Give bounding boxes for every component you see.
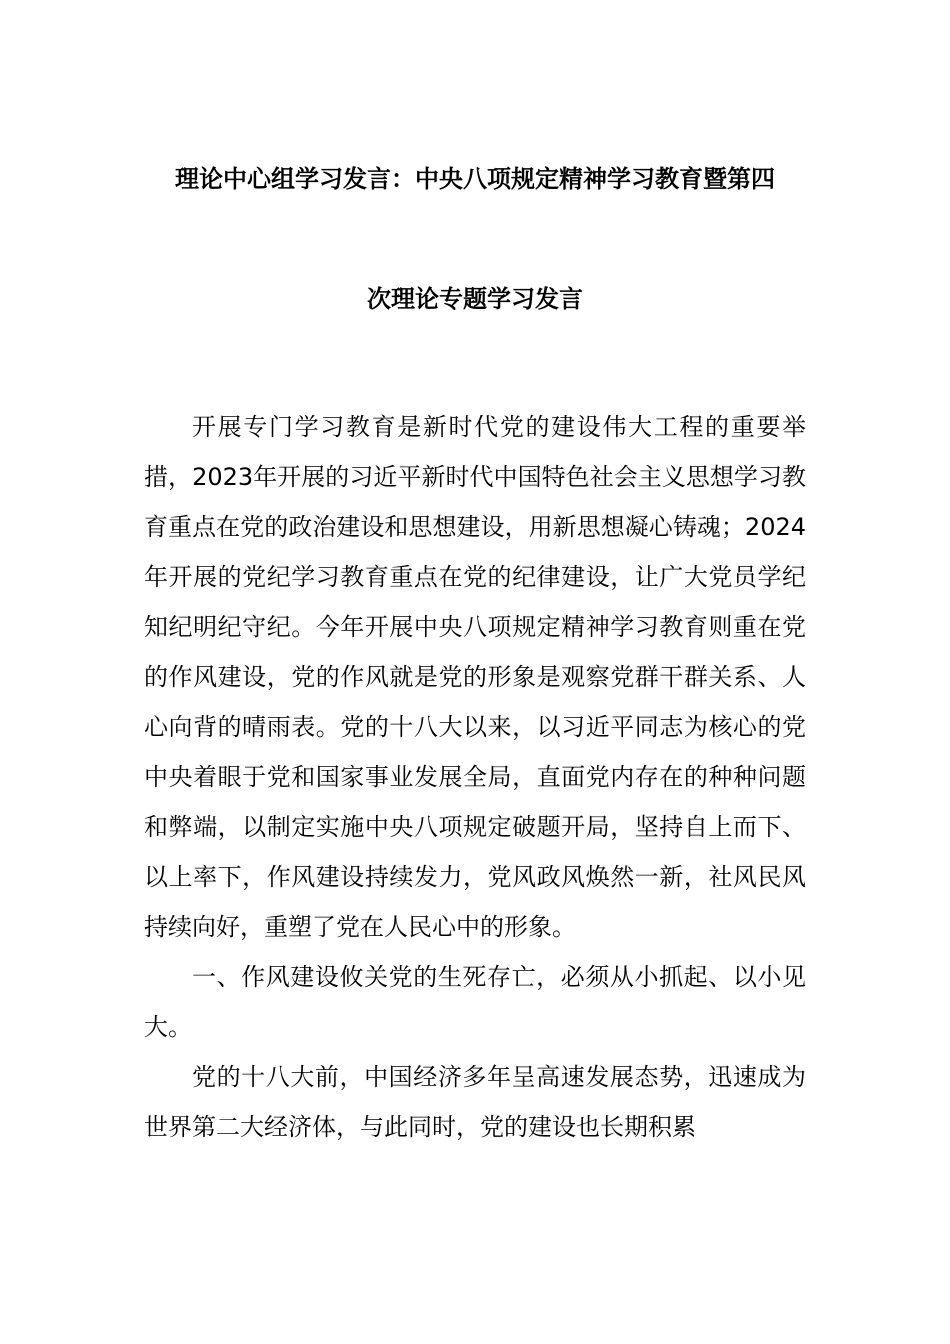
- document-title-line-2: 次理论专题学习发言: [367, 285, 583, 313]
- section-heading-1: 一、作风建设攸关党的生死存亡，必须从小抓起、以小见大。: [144, 963, 806, 1041]
- document-body: [144, 402, 806, 1152]
- document-title-line-1: 理论中心组学习发言：中央八项规定精神学习教育暨第四: [175, 165, 775, 193]
- paragraph-section-1: 党的十八大前，中国经济多年呈高速发展态势，迅速成为世界第二大经济体，与此同时，党的建设也长期积累: [144, 1063, 806, 1141]
- paragraph-intro: 开展专门学习教育是新时代党的建设伟大工程的重要举措，2023年开展的习近平新时代中国特色社会主义思想学习教育重点在党的政治建设和思想建设，用新思想凝心铸魂；2024年开展的党纪学习教育重点在党的纪律建设，让广大党员学纪知纪明纪守纪。今年开展中央八项规定精神学习教育则重在党的作风建设，党的作风就是党的形象是观察党群干群关系、人心向背的晴雨表。党的十八大以来，以习近平同志为核心的党中央着眼于党和国家事业发展全局，直面党内存在的种种问题和弊端，以制定实施中央八项规定破题开局，坚持自上而下、以上率下，作风建设持续发力，党风政风焕然一新，社风民风持续向好，重塑了党在人民心中的形象。: [144, 413, 806, 941]
